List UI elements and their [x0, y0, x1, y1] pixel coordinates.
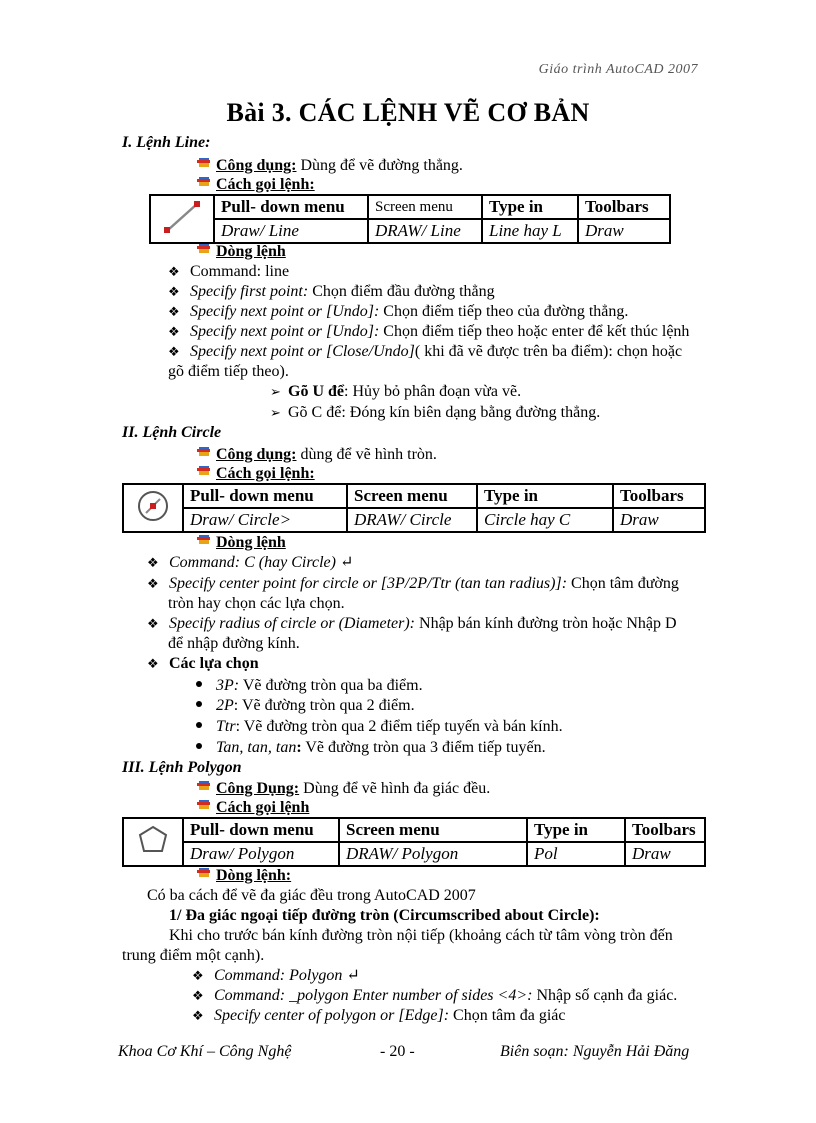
call-label: Cách gọi lệnh: — [216, 176, 315, 193]
bullet-flag-icon — [197, 158, 210, 172]
polygon-usage: Công Dụng: Dùng để vẽ hình đa giác đều. — [197, 779, 490, 799]
diamond-bullet-icon: ❖ — [168, 345, 180, 360]
diamond-bullet-icon: ❖ — [168, 325, 180, 340]
table-header: Type in — [477, 484, 613, 508]
table-cell: Draw/ Line — [214, 219, 368, 243]
option-item: Tan, tan, tan: Vẽ đường tròn qua 3 điểm tiếp tuyến. — [196, 738, 546, 758]
table-header: Toolbars — [625, 818, 705, 842]
list-item: ❖ Command: _polygon Enter number of sides <4>: Nhập số cạnh đa giác. — [192, 986, 677, 1007]
table-cell: Draw — [625, 842, 705, 866]
footer-page-number: - 20 - — [380, 1043, 415, 1060]
circle-usage: Công dụng: dùng để vẽ hình tròn. — [197, 445, 437, 465]
list-item: ❖ Specify next point or [Close/Undo]( khi đã vẽ được trên ba điểm): chọn hoặc — [168, 342, 682, 363]
circle-command-table — [122, 483, 706, 533]
polygon-method-1: 1/ Đa giác ngoại tiếp đường tròn (Circumscribed about Circle): — [169, 907, 600, 924]
footer-department: Khoa Cơ Khí – Công Nghệ — [118, 1043, 292, 1060]
diamond-bullet-icon: ❖ — [168, 305, 180, 320]
header-book-title: Giáo trình AutoCAD 2007 — [538, 62, 698, 77]
footer-author: Biên soạn: Nguyễn Hải Đăng — [500, 1043, 690, 1060]
list-item: ❖ Command: line — [168, 262, 289, 283]
bullet-flag-icon — [197, 244, 210, 258]
table-cell: DRAW/ Polygon — [339, 842, 527, 866]
polygon-section-heading: III. Lệnh Polygon — [122, 759, 242, 776]
line-call-label — [197, 175, 315, 195]
diamond-bullet-icon: ❖ — [192, 989, 204, 1004]
list-item: ❖ Specify first point: Chọn điểm đầu đường thẳng — [168, 282, 495, 303]
list-item: ❖ Specify next point or [Undo]: Chọn điểm tiếp theo của đường thẳng. — [168, 302, 628, 323]
diamond-bullet-icon: ❖ — [192, 1009, 204, 1024]
line-cmdline-label — [197, 242, 286, 262]
table-header: Toolbars — [578, 195, 670, 219]
table-cell: Line hay L — [482, 219, 578, 243]
table-cell: DRAW/ Line — [368, 219, 482, 243]
options-label: ❖ Các lựa chọn — [147, 654, 259, 675]
usage-label: Công dụng: — [216, 157, 297, 174]
cmdline-label: Dòng lệnh — [216, 243, 286, 260]
diamond-bullet-icon: ❖ — [147, 556, 159, 571]
page-title: Bài 3. CÁC LỆNH VẼ CƠ BẢN — [226, 98, 590, 127]
list-item: ❖ Specify center point for circle or [3P/2P/Ttr (tan tan radius)]: Chọn tâm đường — [147, 574, 679, 595]
list-item: ❖ Specify center of polygon or [Edge]: Chọn tâm đa giác — [192, 1006, 565, 1027]
list-item: ❖ Specify radius of circle or (Diameter): Nhập bán kính đường tròn hoặc Nhập D — [147, 614, 677, 635]
option-c: ➢ Gõ C để: Đóng kín biên dạng bằng đường thẳng. — [270, 403, 600, 424]
table-header: Screen menu — [339, 818, 527, 842]
line-command-table — [149, 194, 671, 244]
diamond-bullet-icon: ❖ — [168, 265, 180, 280]
polygon-method-desc: trung điểm một cạnh). — [122, 947, 265, 964]
polygon-tool-icon — [123, 818, 183, 866]
polygon-call-label: Cách gọi lệnh — [197, 798, 309, 818]
circle-tool-icon — [123, 484, 183, 532]
table-header: Pull- down menu — [183, 818, 339, 842]
bullet-flag-icon — [197, 800, 210, 814]
table-cell: Pol — [527, 842, 625, 866]
polygon-method-desc: Khi cho trước bán kính đường tròn nội tiếp (khoảng cách từ tâm vòng tròn đến — [169, 927, 673, 944]
dot-bullet-icon — [196, 743, 202, 749]
bullet-flag-icon — [197, 466, 210, 480]
bullet-flag-icon — [197, 177, 210, 191]
option-u: ➢ Gõ U để: Hủy bỏ phân đoạn vừa vẽ. — [270, 382, 521, 403]
table-header: Type in — [482, 195, 578, 219]
arrow-bullet-icon: ➢ — [270, 385, 281, 400]
circle-call-label: Cách gọi lệnh: — [197, 464, 315, 484]
bullet-flag-icon — [197, 535, 210, 549]
diamond-bullet-icon: ❖ — [147, 617, 159, 632]
table-header: Pull- down menu — [183, 484, 347, 508]
line-section-heading: I. Lệnh Line: — [122, 134, 211, 151]
dot-bullet-icon — [196, 681, 202, 687]
polygon-command-table — [122, 817, 706, 867]
diamond-bullet-icon: ❖ — [147, 657, 159, 672]
line-usage — [197, 156, 463, 176]
dot-bullet-icon — [196, 701, 202, 707]
table-cell: Draw/ Circle> — [183, 508, 347, 532]
table-cell: Draw/ Polygon — [183, 842, 339, 866]
arrow-bullet-icon: ➢ — [270, 406, 281, 421]
table-cell: Draw — [613, 508, 705, 532]
circle-cmdline-label: Dòng lệnh — [197, 533, 286, 553]
line-tool-icon — [150, 195, 214, 243]
list-item-continuation: để nhập đường kính. — [168, 635, 300, 652]
bullet-flag-icon — [197, 868, 210, 882]
table-cell: DRAW/ Circle — [347, 508, 477, 532]
table-header: Screen menu — [368, 195, 482, 219]
table-header: Screen menu — [347, 484, 477, 508]
polygon-cmdline-label: Dòng lệnh: — [197, 866, 291, 886]
table-header: Pull- down menu — [214, 195, 368, 219]
diamond-bullet-icon: ❖ — [168, 285, 180, 300]
list-item: ❖ Specify next point or [Undo]: Chọn điểm tiếp theo hoặc enter để kết thúc lệnh — [168, 322, 689, 343]
bullet-flag-icon — [197, 447, 210, 461]
usage-text: Dùng để vẽ đường thẳng. — [296, 157, 463, 174]
table-header: Toolbars — [613, 484, 705, 508]
option-item: Ttr: Vẽ đường tròn qua 2 điểm tiếp tuyến và bán kính. — [196, 717, 563, 737]
table-header: Type in — [527, 818, 625, 842]
dot-bullet-icon — [196, 722, 202, 728]
polygon-intro: Có ba cách để vẽ đa giác đều trong AutoCAD 2007 — [147, 887, 476, 904]
option-item: 3P: Vẽ đường tròn qua ba điểm. — [196, 676, 423, 696]
list-item-continuation: tròn hay chọn các lựa chọn. — [168, 595, 345, 612]
table-cell: Draw — [578, 219, 670, 243]
option-item: 2P: Vẽ đường tròn qua 2 điểm. — [196, 696, 415, 716]
diamond-bullet-icon: ❖ — [147, 577, 159, 592]
bullet-flag-icon — [197, 781, 210, 795]
list-item: ❖ Command: C (hay Circle) ↵ — [147, 553, 353, 574]
diamond-bullet-icon: ❖ — [192, 969, 204, 984]
list-item-continuation: gõ điểm tiếp theo). — [168, 363, 289, 380]
list-item: ❖ Command: Polygon ↵ — [192, 966, 360, 987]
circle-section-heading: II. Lệnh Circle — [122, 424, 222, 441]
table-cell: Circle hay C — [477, 508, 613, 532]
